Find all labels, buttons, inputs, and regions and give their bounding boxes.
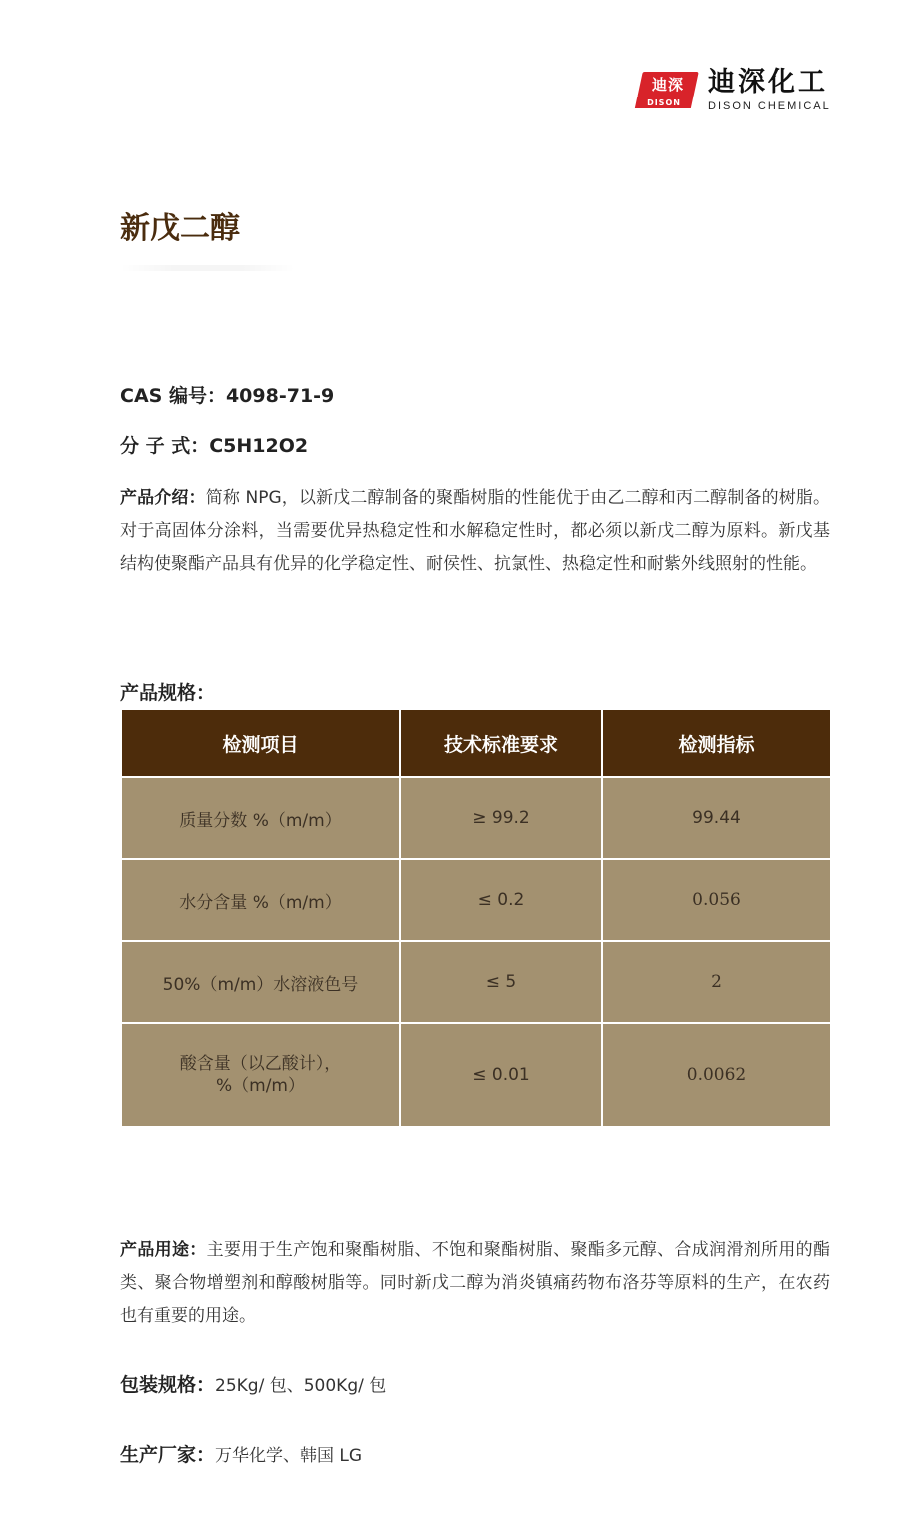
cell-item-line2: %（m/m） [215, 1076, 305, 1096]
packing-label: 包装规格： [120, 1374, 216, 1396]
logo-name-en: DISON CHEMICAL [708, 100, 831, 112]
header-standard: 技术标准要求 [400, 709, 602, 777]
cell-item-line1: 酸含量（以乙酸计）， [179, 1054, 342, 1074]
cas-label: CAS 编号： [120, 385, 226, 407]
spec-header-row [121, 709, 831, 777]
cell-result: 0.0062 [602, 1023, 831, 1127]
maker-line [120, 1440, 830, 1467]
product-intro [120, 482, 830, 581]
table-row [121, 941, 831, 1023]
table-row [121, 859, 831, 941]
cell-standard: ≤ 0.2 [400, 859, 602, 941]
logo-badge-cn: 迪深 [651, 76, 684, 94]
title-underline-shadow [120, 265, 295, 271]
usage-text: 主要用于生产饱和聚酯树脂、不饱和聚酯树脂、聚酯多元醇、合成润滑剂所用的酯类、聚合物增塑剂和醇酸树脂等。同时新戊二醇为消炎镇痛药物布洛芬等原料的生产，在农药也有重要的用途。 [120, 1240, 830, 1326]
cas-line [120, 381, 830, 408]
product-title: 新戊二醇 [120, 211, 240, 246]
intro-label: 产品介绍： [120, 488, 206, 508]
maker-label: 生产厂家： [120, 1444, 216, 1466]
intro-text: 简称 NPG，以新戊二醇制备的聚酯树脂的性能优于由乙二醇和丙二醇制备的树脂。对于高固体分涂料，当需要优异热稳定性和水解稳定性时，都必须以新戊二醇为原料。新戊基结构使聚酯产品具有优异的化学稳定性、耐侯性、抗氯性、热稳定性和耐紫外线照射的性能。 [120, 488, 831, 574]
product-usage [120, 1234, 830, 1333]
formula-line [120, 431, 830, 458]
cell-result: 2 [602, 941, 831, 1023]
cell-standard: ≤ 0.01 [400, 1023, 602, 1127]
cas-value: 4098-71-9 [225, 385, 335, 407]
formula-value: C5H12O2 [209, 435, 309, 457]
formula-label: 分 子 式： [120, 435, 210, 457]
header-test-item: 检测项目 [121, 709, 400, 777]
cell-result: 0.056 [602, 859, 831, 941]
spec-heading: 产品规格： [120, 682, 216, 704]
maker-value: 万华化学、韩国 LG [215, 1446, 363, 1466]
logo-badge-en: DISON [647, 98, 681, 107]
header-result: 检测指标 [602, 709, 831, 777]
packing-line [120, 1370, 830, 1397]
cell-item [121, 1023, 400, 1127]
cell-result: 99.44 [602, 777, 831, 859]
table-row [121, 1023, 831, 1127]
cell-item: 水分含量 %（m/m） [121, 859, 400, 941]
usage-label: 产品用途： [120, 1240, 207, 1260]
cell-standard: ≤ 5 [400, 941, 602, 1023]
cell-item: 质量分数 %（m/m） [121, 777, 400, 859]
spec-table [120, 708, 832, 1128]
logo-badge [636, 70, 700, 110]
packing-value: 25Kg/ 包、500Kg/ 包 [215, 1376, 387, 1396]
logo-name-cn: 迪深化工 [708, 67, 828, 98]
cell-item: 50%（m/m）水溶液色号 [121, 941, 400, 1023]
cell-standard: ≥ 99.2 [400, 777, 602, 859]
table-row [121, 777, 831, 859]
